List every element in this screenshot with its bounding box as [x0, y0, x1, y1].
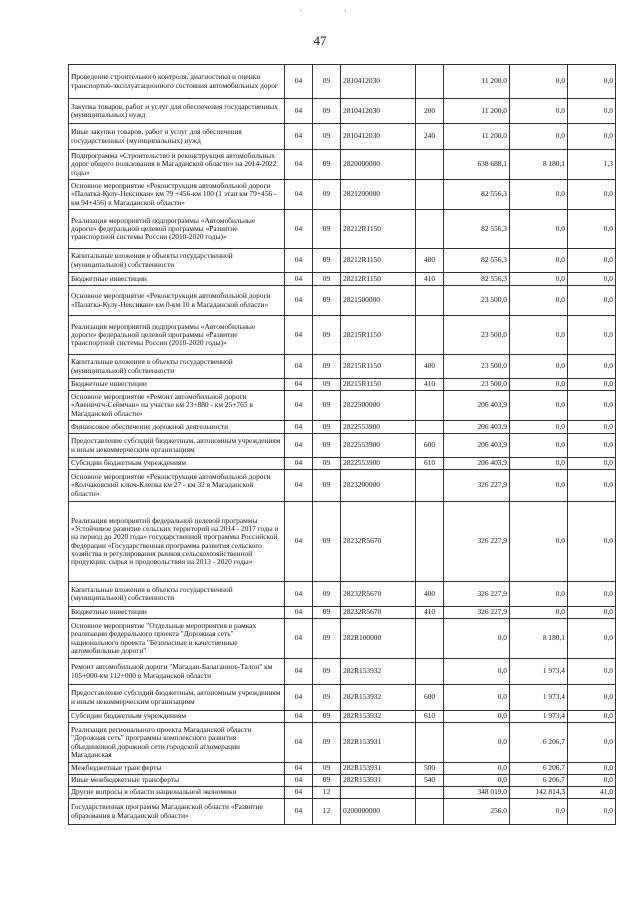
row-section-cell: 04	[285, 355, 313, 379]
table-row	[69, 458, 616, 470]
row-amount-cell: 142 814,3	[510, 787, 568, 799]
row-expense-type-cell	[416, 210, 444, 249]
row-subsection-cell: 09	[313, 711, 341, 723]
row-section-cell: 04	[285, 763, 313, 775]
row-target-code-cell: 28232R5670	[341, 607, 416, 619]
row-amount-cell: 0,0	[568, 249, 616, 273]
table-row	[69, 124, 616, 150]
row-target-code-cell: 28212R1150	[341, 210, 416, 249]
table-row	[69, 379, 616, 391]
row-amount-cell: 0,0	[568, 99, 616, 124]
row-section-cell: 04	[285, 150, 313, 180]
row-section-cell: 04	[285, 799, 313, 825]
row-amount-cell: 0,0	[568, 607, 616, 619]
row-amount-cell: 206 403,9	[444, 421, 510, 434]
row-amount-cell: 0,0	[568, 458, 616, 470]
row-name-cell: Реализация регионального проекта Магаданской области "Дорожная сеть" программы комплексного развития объединенной дорожной сети городской агломерации Магаданская	[69, 723, 285, 763]
row-amount-cell: 0,0	[510, 99, 568, 124]
row-amount-cell: 206 403,9	[444, 458, 510, 470]
row-section-cell: 04	[285, 502, 313, 582]
budget-table	[68, 64, 616, 825]
row-amount-cell: 348 019,0	[444, 787, 510, 799]
row-amount-cell: 0,0	[510, 65, 568, 99]
row-expense-type-cell	[416, 659, 444, 685]
row-amount-cell: 206 403,9	[444, 434, 510, 458]
row-section-cell: 04	[285, 582, 313, 607]
table-row	[69, 249, 616, 273]
table-row	[69, 99, 616, 124]
row-amount-cell: 0,0	[568, 502, 616, 582]
row-amount-cell: 0,0	[510, 421, 568, 434]
row-section-cell: 04	[285, 607, 313, 619]
row-section-cell: 04	[285, 711, 313, 723]
row-name-cell: Закупка товаров, работ и услуг для обеспечения государственных (муниципальных) нужд	[69, 99, 285, 124]
row-section-cell: 04	[285, 775, 313, 787]
row-target-code-cell: 28215R1150	[341, 355, 416, 379]
row-expense-type-cell	[416, 65, 444, 99]
row-section-cell: 04	[285, 316, 313, 355]
row-target-code-cell: 282R153931	[341, 763, 416, 775]
row-amount-cell: 23 500,0	[444, 355, 510, 379]
row-target-code-cell: 28215R1150	[341, 379, 416, 391]
row-name-cell: Иные межбюджетные трансферты	[69, 775, 285, 787]
row-expense-type-cell: 410	[416, 607, 444, 619]
table-row	[69, 150, 616, 180]
row-amount-cell: 0,0	[510, 470, 568, 502]
row-amount-cell: 0,0	[510, 355, 568, 379]
row-name-cell: Предоставление субсидий бюджетным, автономным учреждениям и иным некоммерческим организациям	[69, 434, 285, 458]
row-subsection-cell: 09	[313, 470, 341, 502]
row-amount-cell: 0,0	[568, 391, 616, 421]
row-name-cell: Субсидии бюджетным учреждениям	[69, 711, 285, 723]
row-target-code-cell: 2822553900	[341, 458, 416, 470]
table-row	[69, 775, 616, 787]
row-amount-cell: 0,0	[568, 124, 616, 150]
page-number: 47	[313, 33, 327, 48]
row-subsection-cell: 09	[313, 458, 341, 470]
row-section-cell: 04	[285, 180, 313, 210]
row-expense-type-cell: 240	[416, 124, 444, 150]
row-expense-type-cell	[416, 391, 444, 421]
row-target-code-cell: 2810412030	[341, 124, 416, 150]
row-amount-cell: 82 556,3	[444, 273, 510, 286]
row-section-cell: 04	[285, 723, 313, 763]
row-target-code-cell: 282R153931	[341, 775, 416, 787]
row-name-cell: Капитальные вложения в объекты государственной (муниципальной) собственности	[69, 582, 285, 607]
row-amount-cell: 326 227,9	[444, 470, 510, 502]
row-amount-cell: 0,0	[510, 458, 568, 470]
row-amount-cell: 0,0	[568, 619, 616, 659]
row-amount-cell: 0,0	[568, 421, 616, 434]
row-name-cell: Субсидии бюджетным учреждениям	[69, 458, 285, 470]
row-amount-cell: 0,0	[568, 210, 616, 249]
row-subsection-cell: 09	[313, 379, 341, 391]
row-expense-type-cell: 600	[416, 434, 444, 458]
row-target-code-cell: 28212R1150	[341, 249, 416, 273]
row-target-code-cell: 28212R1150	[341, 273, 416, 286]
row-subsection-cell: 09	[313, 391, 341, 421]
row-amount-cell: 0,0	[444, 659, 510, 685]
row-amount-cell: 0,0	[444, 723, 510, 763]
row-expense-type-cell: 540	[416, 775, 444, 787]
row-name-cell: Основное мероприятие «Реконструкция автомобильной дороги «Колчаковский ключ-Клепка км 27 - км 32 в Магаданской области»	[69, 470, 285, 502]
row-amount-cell: 0,0	[568, 685, 616, 711]
row-amount-cell: 0,0	[568, 273, 616, 286]
row-expense-type-cell: 400	[416, 582, 444, 607]
row-name-cell: Капитальные вложения в объекты государственной (муниципальной) собственности	[69, 249, 285, 273]
row-amount-cell: 0,0	[444, 685, 510, 711]
row-name-cell: Ремонт автомобильной дороги "Магадан-Балаганное-Талон" км 105+000-км 112+000 в Магаданской области	[69, 659, 285, 685]
row-amount-cell: 0,0	[510, 273, 568, 286]
row-section-cell: 04	[285, 391, 313, 421]
row-subsection-cell: 09	[313, 434, 341, 458]
row-subsection-cell: 09	[313, 273, 341, 286]
row-section-cell: 04	[285, 99, 313, 124]
row-expense-type-cell: 200	[416, 99, 444, 124]
row-name-cell: Бюджетные инвестиции	[69, 379, 285, 391]
row-name-cell: Реализация мероприятий подпрограммы «Автомобильные дороги» федеральной целевой программы «Развитие транспортной системы России (2010-2020 годы)»	[69, 210, 285, 249]
row-expense-type-cell: 610	[416, 711, 444, 723]
row-subsection-cell: 09	[313, 286, 341, 316]
row-amount-cell: 0,0	[568, 65, 616, 99]
row-section-cell: 04	[285, 273, 313, 286]
row-subsection-cell: 09	[313, 421, 341, 434]
table-row	[69, 210, 616, 249]
row-section-cell: 04	[285, 787, 313, 799]
row-amount-cell: 82 556,3	[444, 180, 510, 210]
row-target-code-cell: 2822553900	[341, 434, 416, 458]
row-amount-cell: 0,0	[510, 391, 568, 421]
scan-marks: ' ‘	[300, 8, 367, 18]
row-amount-cell: 1,3	[568, 150, 616, 180]
row-target-code-cell: 28232R5670	[341, 502, 416, 582]
row-section-cell: 04	[285, 249, 313, 273]
row-expense-type-cell	[416, 502, 444, 582]
row-subsection-cell: 09	[313, 619, 341, 659]
row-amount-cell: 326 227,9	[444, 607, 510, 619]
row-expense-type-cell	[416, 150, 444, 180]
row-name-cell: Основное мероприятие «Ремонт автомобильной дороги «Авеничгч-Сеймчан» на участке км 23+880 - км 25+765 в Магаданской области»	[69, 391, 285, 421]
row-section-cell: 04	[285, 421, 313, 434]
row-target-code-cell: 2820000000	[341, 150, 416, 180]
row-name-cell: Предоставление субсидий бюджетным, автономным учреждениям и иным некоммерческим организациям	[69, 685, 285, 711]
row-amount-cell: 0,0	[568, 180, 616, 210]
row-amount-cell: 41,0	[568, 787, 616, 799]
row-expense-type-cell: 410	[416, 273, 444, 286]
row-name-cell: Капитальные вложения в объекты государственной (муниципальной) собственности	[69, 355, 285, 379]
table-row	[69, 619, 616, 659]
row-expense-type-cell: 610	[416, 458, 444, 470]
row-amount-cell: 11 200,0	[444, 65, 510, 99]
table-row	[69, 685, 616, 711]
row-amount-cell: 0,0	[510, 316, 568, 355]
row-amount-cell: 8 180,1	[510, 150, 568, 180]
row-amount-cell: 0,0	[568, 379, 616, 391]
row-amount-cell: 638 688,1	[444, 150, 510, 180]
row-amount-cell: 0,0	[568, 286, 616, 316]
row-amount-cell: 0,0	[568, 659, 616, 685]
row-name-cell: Другие вопросы в области национальной экономики	[69, 787, 285, 799]
row-subsection-cell: 09	[313, 355, 341, 379]
row-target-code-cell: 2822553900	[341, 421, 416, 434]
row-amount-cell: 0,0	[568, 775, 616, 787]
row-name-cell: Финансовое обеспечение дорожной деятельности	[69, 421, 285, 434]
row-target-code-cell: 2810412030	[341, 99, 416, 124]
row-amount-cell: 82 556,3	[444, 210, 510, 249]
row-amount-cell: 23 500,0	[444, 286, 510, 316]
row-section-cell: 04	[285, 124, 313, 150]
row-amount-cell: 0,0	[568, 711, 616, 723]
row-target-code-cell: 282R153931	[341, 723, 416, 763]
row-target-code-cell: 2823200000	[341, 470, 416, 502]
row-expense-type-cell	[416, 787, 444, 799]
row-amount-cell: 0,0	[444, 711, 510, 723]
row-expense-type-cell	[416, 799, 444, 825]
table-row	[69, 65, 616, 99]
table-row	[69, 434, 616, 458]
table-row	[69, 316, 616, 355]
row-name-cell: Государственная программа Магаданской области «Развитие образования в Магаданской области»	[69, 799, 285, 825]
row-expense-type-cell: 400	[416, 355, 444, 379]
table-row	[69, 582, 616, 607]
row-amount-cell: 0,0	[510, 379, 568, 391]
row-amount-cell: 6 206,7	[510, 723, 568, 763]
row-amount-cell: 0,0	[444, 619, 510, 659]
row-target-code-cell: 282R100000	[341, 619, 416, 659]
row-subsection-cell: 09	[313, 99, 341, 124]
row-subsection-cell: 09	[313, 210, 341, 249]
row-subsection-cell: 09	[313, 763, 341, 775]
row-target-code-cell: 0200000000	[341, 799, 416, 825]
row-amount-cell: 0,0	[510, 582, 568, 607]
row-amount-cell: 11 200,0	[444, 124, 510, 150]
row-name-cell: Реализация мероприятий подпрограммы «Автомобильные дороги» федеральной целевой программы «Развитие транспортной системы России (2010-2020 годы)»	[69, 316, 285, 355]
row-subsection-cell: 09	[313, 582, 341, 607]
row-target-code-cell: 2821200000	[341, 180, 416, 210]
row-name-cell: Проведение строительного контроля, диагностики и оценки транспортно-эксплуатационного состояния автомобильных дорог	[69, 65, 285, 99]
table-row	[69, 421, 616, 434]
row-expense-type-cell: 600	[416, 685, 444, 711]
row-target-code-cell: 282R153932	[341, 711, 416, 723]
row-target-code-cell: 2822500000	[341, 391, 416, 421]
row-name-cell: Межбюджетные трансферты	[69, 763, 285, 775]
row-section-cell: 04	[285, 659, 313, 685]
row-amount-cell: 0,0	[510, 180, 568, 210]
row-target-code-cell: 282R153932	[341, 685, 416, 711]
row-expense-type-cell	[416, 619, 444, 659]
table-row	[69, 711, 616, 723]
row-section-cell: 04	[285, 379, 313, 391]
row-amount-cell: 0,0	[568, 470, 616, 502]
table-row	[69, 659, 616, 685]
row-amount-cell: 326 227,9	[444, 582, 510, 607]
row-expense-type-cell	[416, 316, 444, 355]
row-amount-cell: 0,0	[444, 763, 510, 775]
row-expense-type-cell	[416, 723, 444, 763]
row-target-code-cell: 2810412030	[341, 65, 416, 99]
row-amount-cell: 6 206,7	[510, 775, 568, 787]
row-name-cell: Иные закупки товаров, работ и услуг для обеспечения государственных (муниципальных) нужд	[69, 124, 285, 150]
row-amount-cell: 0,0	[568, 355, 616, 379]
row-subsection-cell: 09	[313, 659, 341, 685]
row-subsection-cell: 09	[313, 249, 341, 273]
row-amount-cell: 0,0	[510, 210, 568, 249]
row-amount-cell: 1 973,4	[510, 685, 568, 711]
row-subsection-cell: 09	[313, 685, 341, 711]
row-amount-cell: 0,0	[510, 249, 568, 273]
table-row	[69, 763, 616, 775]
table-row	[69, 787, 616, 799]
row-amount-cell: 0,0	[568, 799, 616, 825]
row-name-cell: Основное мероприятие «Реконструкция автомобильной дороги «Палатка-Кулу-Нексикан» км 79 +456-км 100 (1 этап км 79+456 - км 94+456) в Магаданской области»	[69, 180, 285, 210]
row-amount-cell: 0,0	[444, 775, 510, 787]
table-row	[69, 180, 616, 210]
table-row	[69, 355, 616, 379]
row-subsection-cell: 09	[313, 502, 341, 582]
row-section-cell: 04	[285, 470, 313, 502]
row-name-cell: Основное мероприятие «Реконструкция автомобильной дороги «Палатка-Кулу-Нексикан» км 0-км 10 в Магаданской области»	[69, 286, 285, 316]
table-row	[69, 502, 616, 582]
row-amount-cell: 11 200,0	[444, 99, 510, 124]
row-subsection-cell: 12	[313, 799, 341, 825]
row-target-code-cell	[341, 787, 416, 799]
row-name-cell: Основное мероприятие "Отдельные мероприятия в рамках реализации федерального проекта "Дорожная сеть" национального проекта "Безопасные и качественные автомобильные дороги"	[69, 619, 285, 659]
row-amount-cell: 0,0	[510, 502, 568, 582]
row-amount-cell: 0,0	[568, 723, 616, 763]
row-name-cell: Бюджетные инвестиции	[69, 607, 285, 619]
row-amount-cell: 0,0	[510, 124, 568, 150]
row-section-cell: 04	[285, 685, 313, 711]
row-amount-cell: 0,0	[568, 434, 616, 458]
row-amount-cell: 23 500,0	[444, 316, 510, 355]
row-subsection-cell: 09	[313, 775, 341, 787]
table-row	[69, 286, 616, 316]
row-subsection-cell: 09	[313, 607, 341, 619]
row-amount-cell: 0,0	[510, 434, 568, 458]
row-expense-type-cell: 400	[416, 249, 444, 273]
row-target-code-cell: 28215R1150	[341, 316, 416, 355]
row-amount-cell: 0,0	[568, 316, 616, 355]
table-row	[69, 470, 616, 502]
row-subsection-cell: 09	[313, 124, 341, 150]
row-expense-type-cell: 500	[416, 763, 444, 775]
row-expense-type-cell	[416, 286, 444, 316]
row-amount-cell: 8 180,1	[510, 619, 568, 659]
row-subsection-cell: 09	[313, 316, 341, 355]
row-amount-cell: 0,0	[568, 582, 616, 607]
row-section-cell: 04	[285, 65, 313, 99]
row-subsection-cell: 09	[313, 150, 341, 180]
row-amount-cell: 82 556,3	[444, 249, 510, 273]
row-subsection-cell: 12	[313, 787, 341, 799]
row-amount-cell: 206 403,9	[444, 391, 510, 421]
row-expense-type-cell	[416, 421, 444, 434]
table-row	[69, 391, 616, 421]
table-row	[69, 607, 616, 619]
row-target-code-cell: 2821500000	[341, 286, 416, 316]
row-section-cell: 04	[285, 210, 313, 249]
row-amount-cell: 1 973,4	[510, 711, 568, 723]
row-amount-cell: 0,0	[510, 286, 568, 316]
row-amount-cell: 0,0	[510, 607, 568, 619]
row-expense-type-cell	[416, 470, 444, 502]
row-subsection-cell: 09	[313, 723, 341, 763]
table-row	[69, 723, 616, 763]
row-expense-type-cell: 410	[416, 379, 444, 391]
row-name-cell: Подпрограмма «Строительство и реконструкция автомобильных дорог общего пользования в Магаданской области» на 2014-2022 годы»	[69, 150, 285, 180]
row-name-cell: Бюджетные инвестиции	[69, 273, 285, 286]
row-amount-cell: 0,0	[568, 763, 616, 775]
row-amount-cell: 6 206,7	[510, 763, 568, 775]
row-amount-cell: 0,0	[510, 799, 568, 825]
row-amount-cell: 23 500,0	[444, 379, 510, 391]
row-section-cell: 04	[285, 434, 313, 458]
row-section-cell: 04	[285, 619, 313, 659]
row-expense-type-cell	[416, 180, 444, 210]
row-target-code-cell: 28232R5670	[341, 582, 416, 607]
row-subsection-cell: 09	[313, 180, 341, 210]
row-amount-cell: 1 973,4	[510, 659, 568, 685]
row-section-cell: 04	[285, 286, 313, 316]
row-amount-cell: 256,0	[444, 799, 510, 825]
row-target-code-cell: 282R153932	[341, 659, 416, 685]
row-name-cell: Реализация мероприятий федеральной целевой программы «Устойчивое развитие сельских территорий на 2014 - 2017 годы и на период до 2020 года» государственной программы Российской Федерации «Государственная программа развития сельского хозяйства и регулирования рынков сельскохозяйственной продукции, сырья и продовольствия на 2013 - 2020 годы»	[69, 502, 285, 582]
row-amount-cell: 326 227,9	[444, 502, 510, 582]
table-row	[69, 273, 616, 286]
row-section-cell: 04	[285, 458, 313, 470]
table-row	[69, 799, 616, 825]
row-subsection-cell: 09	[313, 65, 341, 99]
